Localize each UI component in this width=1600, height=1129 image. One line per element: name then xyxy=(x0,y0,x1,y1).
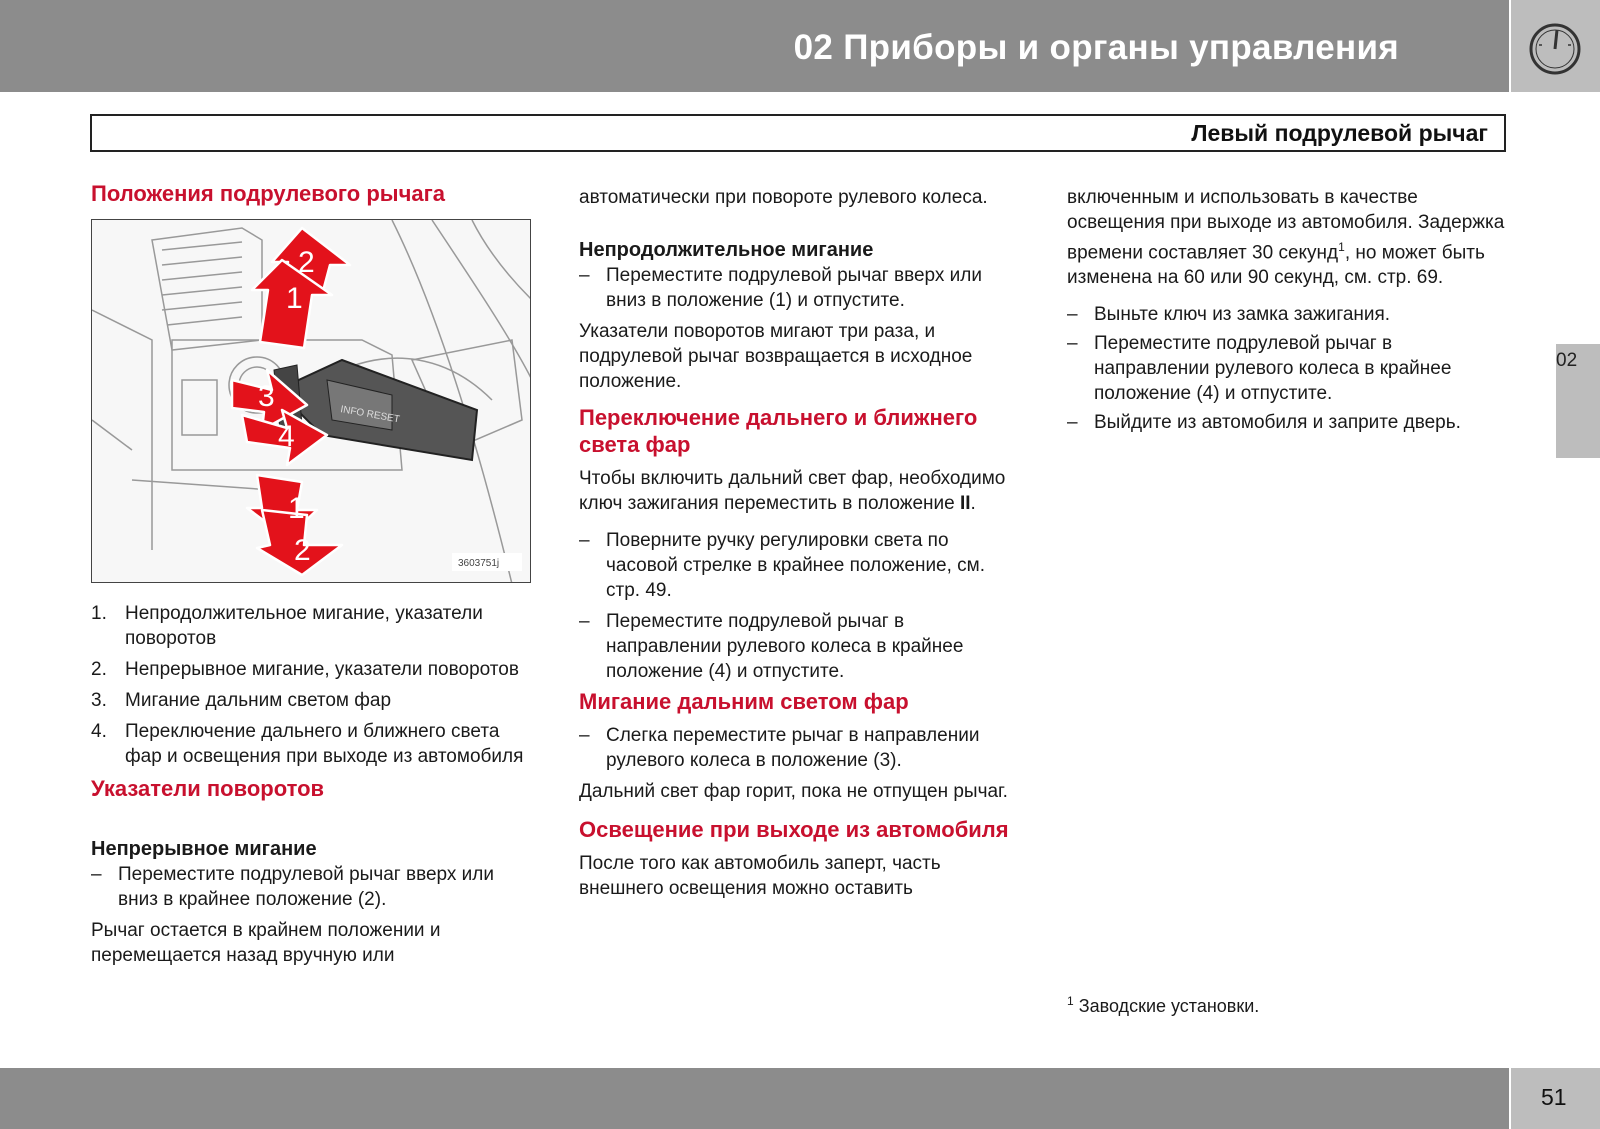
heading-high-beam-flash: Мигание дальним светом фар xyxy=(579,689,909,714)
footer-bar xyxy=(0,1068,1509,1129)
speedometer-icon xyxy=(1511,0,1600,92)
page-number-box xyxy=(1511,1068,1600,1129)
instruction-step: – Переместите подрулевой рычаг вверх или вниз в крайнее положение (2). xyxy=(91,862,531,912)
paragraph: Рычаг остается в крайнем положении и перемещается назад вручную или xyxy=(91,920,441,966)
chapter-icon-box xyxy=(1511,0,1600,92)
header-bar xyxy=(0,0,1509,92)
page-number: 51 xyxy=(1541,1084,1567,1110)
heading-turn-signals: Указатели поворотов xyxy=(91,776,325,801)
heading-lever-positions: Положения подрулевого рычага xyxy=(91,181,445,206)
list-item: 4. Переключение дальнего и ближнего света фар и освещения при выходе из автомобиля xyxy=(91,721,524,767)
paragraph: Указатели поворотов мигают три раза, и подрулевой рычаг возвращается в исходное положение. xyxy=(579,321,973,392)
heading-short-flash: Непродолжительное мигание xyxy=(579,239,874,261)
instruction-step: – Переместите подрулевой рычаг вверх или вниз в положение (1) и отпустите. xyxy=(579,263,1019,313)
column-3 xyxy=(1067,185,1507,435)
column-1 xyxy=(91,180,531,968)
list-item: 1. Непродолжительное мигание, указатели поворотов xyxy=(91,603,483,649)
lever-diagram xyxy=(92,220,531,583)
instruction-step: – Выйдите из автомобиля и заприте дверь. xyxy=(1067,410,1507,435)
instruction-step: – Слегка переместите рычаг в направлении рулевого колеса в положение (3). xyxy=(579,723,1019,773)
figure-label: 2 xyxy=(298,246,315,279)
paragraph: После того как автомобиль заперт, часть внешнего освещения можно оставить xyxy=(579,853,941,899)
instruction-step: – Выньте ключ из замка зажигания. xyxy=(1067,302,1507,327)
footnote: $^1$ Заводские установки. xyxy=(1067,994,1260,1016)
chapter-title: 02 Приборы и органы управления xyxy=(793,28,1399,67)
list-item: 2. Непрерывное мигание, указатели поворотов xyxy=(91,659,519,680)
figure-label: 4 xyxy=(278,420,295,453)
heading-beam-switch: Переключение дальнего и ближнего света фар xyxy=(579,405,978,457)
figure-label: 2 xyxy=(294,534,311,567)
instruction-step: – Переместите подрулевой рычаг в направлении рулевого колеса в крайнее положение (4) и отпустите. xyxy=(579,609,1019,684)
figure-code: 3603751j xyxy=(458,558,500,569)
paragraph: Дальний свет фар горит, пока не отпущен рычаг. xyxy=(579,781,1008,802)
paragraph: автоматически при повороте рулевого колеса. xyxy=(579,187,988,208)
instruction-step: – Переместите подрулевой рычаг в направлении рулевого колеса в крайнее положение (4) и отпустите. xyxy=(1067,331,1507,406)
heading-continuous-flash: Непрерывное мигание xyxy=(91,838,317,860)
list-item: 3. Мигание дальним светом фар xyxy=(91,690,392,711)
paragraph: Чтобы включить дальний свет фар, необходимо ключ зажигания переместить в положение II. xyxy=(579,468,1006,514)
lever-illustration xyxy=(91,219,531,583)
column-2 xyxy=(579,185,1019,901)
figure-label: 1 xyxy=(288,492,305,525)
svg-text:INFO RESET: INFO RESET xyxy=(339,404,401,426)
figure-label: 1 xyxy=(286,282,303,315)
chapter-side-tab: 02 xyxy=(1556,344,1600,458)
section-title: Левый подрулевой рычаг xyxy=(1191,120,1488,146)
heading-exit-lighting: Освещение при выходе из автомобиля xyxy=(579,817,1009,842)
footnote-ref: 1 xyxy=(1338,240,1345,254)
section-title-box xyxy=(90,114,1506,152)
figure-label: 3 xyxy=(258,380,275,413)
paragraph: включенным и использовать в качестве освещения при выходе из автомобиля. Задержка времени составляет 30 секунд$^1$, но может быть изменена на 60 или 90 секунд, см. стр. 69. xyxy=(1067,187,1505,289)
instruction-step: – Поверните ручку регулировки света по часовой стрелке в крайнее положение, см. стр. 49. xyxy=(579,528,1019,603)
positions-list xyxy=(91,601,531,769)
